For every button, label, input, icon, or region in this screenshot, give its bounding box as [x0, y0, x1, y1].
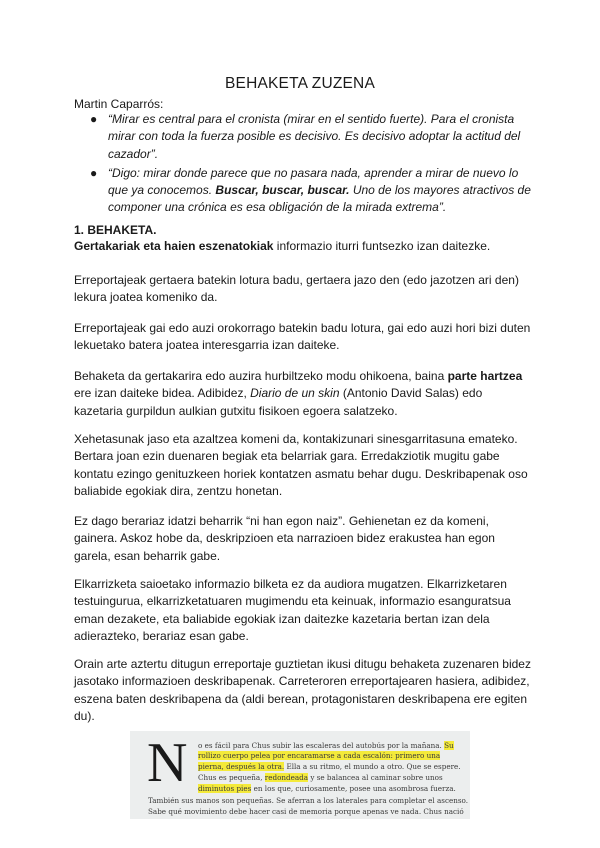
paragraph-6: Ez dago berariaz idatzi beharrik “ni han egon naiz”. Gehienetan ez da komeni, gainera. Askoz hobe da, deskripzioen eta narrazioen bidez erakustea han egon garela, esan beharrik gabe. [74, 514, 495, 563]
quote-emphasis: Buscar, buscar, buscar. [215, 183, 350, 198]
quote-text: “Mirar es central para el cronista (mirar en el sentido fuerte). Para el cronista mirar con toda la fuerza posible es decisivo. Es decisivo adoptar la actitud del cazador”. [108, 112, 521, 161]
paragraph-4-text-c: (Antonio David Salas) edo kazetaria gurpildun aulkian gutxitu fisikoen egoera salatzeko. [74, 386, 483, 418]
excerpt-line [198, 741, 454, 751]
excerpt-text: o es fácil para Chus subir las escaleras del autobús por la mañana. [198, 741, 445, 750]
paragraph-4-italic: Diario de un skin [250, 386, 340, 401]
paragraph-1 [74, 238, 532, 255]
paragraph-4 [74, 368, 532, 420]
excerpt-highlight: pierna, después la otra. [198, 762, 285, 771]
excerpt-text: y se balancea al caminar sobre unos [308, 773, 443, 782]
paragraph-4-text-b: ere izan daiteke bidea. Adibidez, [74, 386, 251, 401]
excerpt-highlight: rollizo cuerpo pelea por encaramarse a cada escalón: primero una [198, 751, 441, 760]
paragraph-1-bold: Gertakariak eta haien eszenatokiak [74, 239, 274, 253]
bullet-icon: ● [90, 112, 98, 126]
excerpt-line [198, 762, 461, 772]
quote-item [74, 165, 534, 217]
paragraph-4-text-a: Behaketa da gertakarira edo auzira hurbiltzeko modu ohikoena, baina [74, 369, 448, 383]
paragraph-8: Orain arte aztertu ditugun erreportaje guztietan ikusi ditugu behaketa zuzenaren bidez jasotako informazioen deskribapenak. Carreteroren erreportajearen hasiera, adibidez, eszena baten deskribapena da (aldi berean, protagonistaren deskribapena ere egiten du). [74, 657, 531, 723]
quote-text: “Digo: mirar donde parece que no pasara nada, aprender a mirar de nuevo lo que ya conocemos. [108, 165, 519, 198]
bullet-icon: ● [90, 165, 98, 180]
book-excerpt-image [130, 731, 470, 819]
excerpt-line: También sus manos son pequeñas. Se aferran a los laterales para completar el ascenso. [148, 796, 469, 805]
quote-text-end: Uno de los mayores atractivos de componer una crónica es esa obligación de la mirada extrema”. [108, 183, 531, 215]
quote-list [74, 111, 534, 219]
paragraph-5: Xehetasunak jaso eta azaltzea komeni da, kontakizunari sinesgarritasuna emateko. Bertara joan ezin duenaren begiak eta belarriak gara. Erredakziotik mugitu gabe kontatu ezingo genituzkeen horiek kontatzen asmatu behar dugu. Deskribapenak oso baliabide egokiak dira, zentzu honetan. [74, 432, 528, 498]
excerpt-text: Ella a su ritmo, el mundo a otro. Que se espere. [284, 762, 461, 771]
paragraph-1-text: informazio iturri funtsezko izan daitezke. [273, 239, 491, 253]
paragraph-7: Elkarrizketa saioetako informazio bilketa ez da audiora mugatzen. Elkarrizketaren testuingurua, elkarrizketatuaren mugimendu eta keinuak, informazio esanguratsua eman dezakete, eta baliabide egokiak izan daitezke kazetaria bertan izan dela adierazteko, berariaz esan gabe. [74, 577, 511, 643]
paragraph-3: Erreportajeak gai edo auzi orokorrago batekin badu lotura, gai edo auzi hori bizi duten lekuetako batera joatea interesgarria izan daiteke. [74, 321, 531, 353]
paragraph-4-bold: parte hartzea [447, 369, 523, 383]
excerpt-highlight: Su [444, 741, 454, 750]
drop-cap: N [147, 732, 188, 794]
section-heading: 1. BEHAKETA. [74, 223, 157, 237]
excerpt-highlight: diminutos pies [198, 784, 252, 793]
author-line: Martin Caparrós: [74, 97, 164, 111]
document-title: BEHAKETA ZUZENA [225, 75, 375, 92]
excerpt-line [198, 751, 440, 761]
excerpt-line: Sabe qué movimiento debe hacer casi de memoria porque apenas ve nada. Chus nació [148, 807, 464, 816]
paragraph-2: Erreportajeak gertaera batekin lotura badu, gertaera jazo den (edo jazotzen ari den) lekura joatea komeniko da. [74, 273, 519, 305]
excerpt-line [198, 784, 456, 794]
excerpt-line [198, 773, 443, 783]
excerpt-text: en los que, curiosamente, posee una asombrosa fuerza. [251, 784, 456, 793]
quote-item [74, 111, 534, 163]
excerpt-highlight: redondeada [264, 773, 309, 782]
excerpt-text: Chus es pequeña, [198, 773, 265, 782]
